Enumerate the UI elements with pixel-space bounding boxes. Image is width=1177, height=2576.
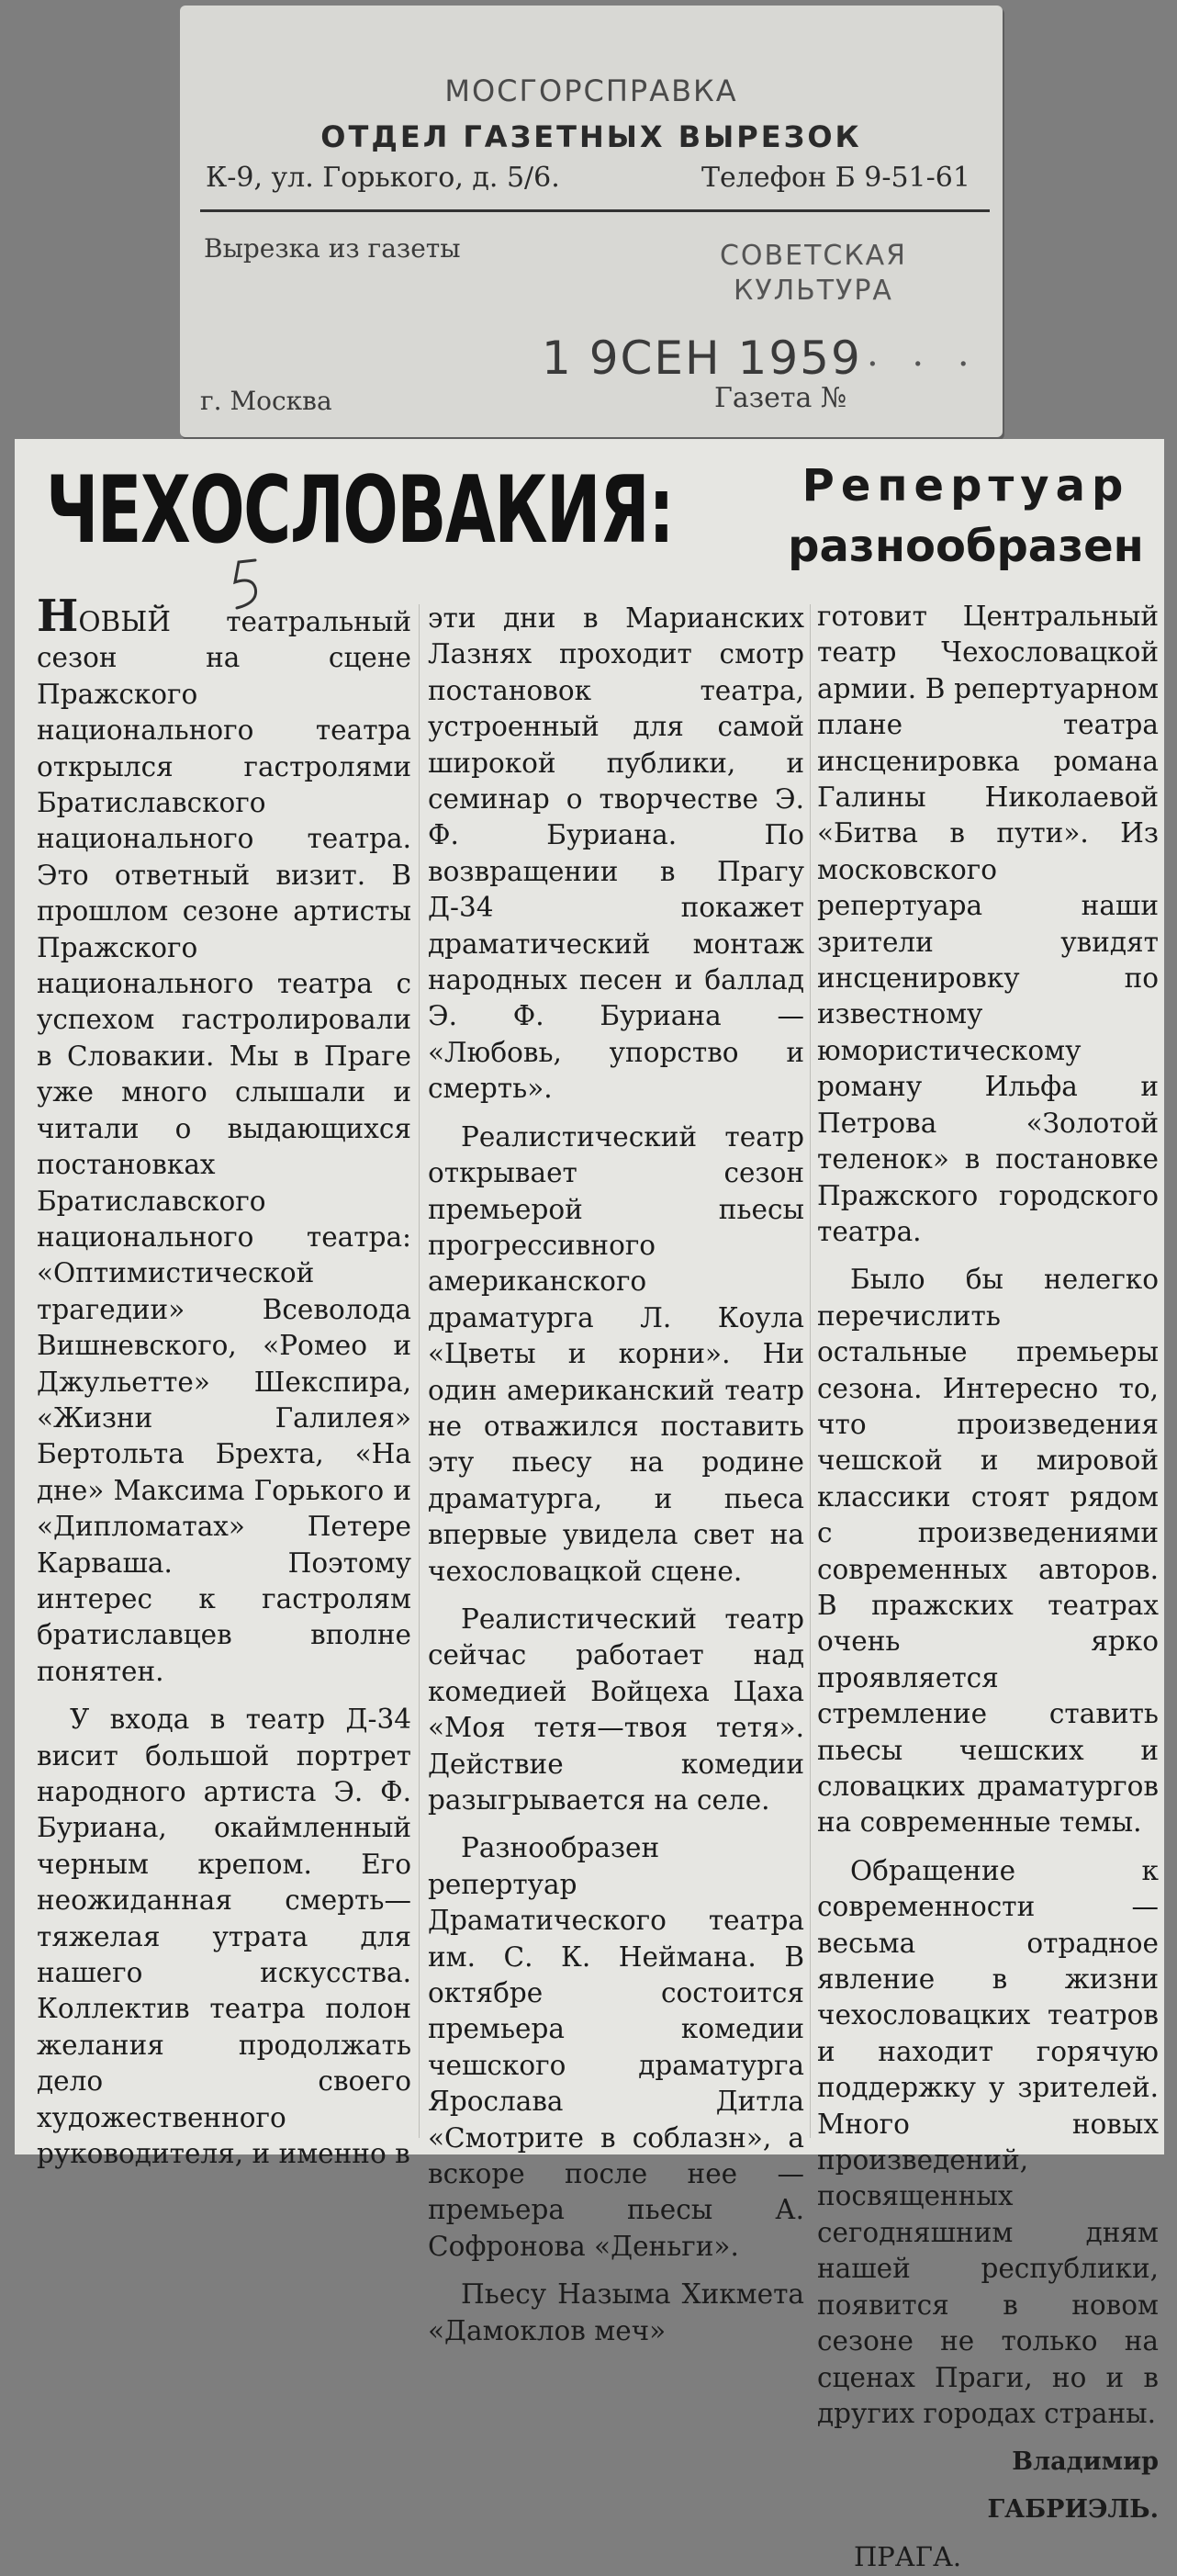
city-label: г. Москва [200,386,332,416]
subhead-line-1: Репертуар [801,460,1130,512]
paragraph [37,591,411,1690]
newspaper-clipping [15,439,1164,2573]
paragraph: Реалистический театр сейчас работает над комедией Войцеха Цаха «Моя тетя—твоя тетя». Действие комедии разыгрывается на селе. [428,1603,804,1816]
paragraph-text: ОВЫЙ театральный сезон на сцене Пражского национального театра открылся гастролями Братиславского национального театра. Это ответный визит. В прошлом сезоне артисты Пражского национального театра с успехом гастролировали в Словакии. Мы в Праге уже много слышали и читали о выдающихся постановках Братиславского национального театра: «Оптимистической трагедии» Всеволода Вишневского, «Ромео и Джульетте» Шекспира, «Жизни Галилея» Бертольта Брехта, «На дне» Максима Горького и «Дипломатах» Петере Карваша. Поэтому интерес к гастролям братиславцев вполне понятен. [37,606,411,1687]
author-last-name: ГАБРИЭЛЬ. [987,2495,1159,2525]
article-column-2 [428,601,804,2346]
subhead-line-2: разнообразен [788,521,1144,572]
article-column-1 [37,591,411,2170]
column-divider [419,604,420,2138]
agency-name: МОСГОРСПРАВКА [444,73,738,108]
paragraph: У входа в театр Д-34 висит большой портрет народного артиста Э. Ф. Буриана, окаймленный черным крепом. Его неожиданная смерть—тяжелая утрата для нашего искусства. Коллектив театра полон желания продолжать дело своего художественного руководителя, и именно в [37,1704,411,2170]
label-divider [200,209,990,212]
paragraph: Реалистический театр открывает сезон премьерой пьесы прогрессивного американского драматурга Л. Коула «Цветы и корни». Ни один американский театр не отважился поставить эту пьесу на родине драматурга, и пьеса впервые увидела свет на чехословацкой сцене. [428,1120,804,1587]
article-column-3 [817,599,1159,2573]
clipping-service-label [180,6,1003,437]
date-stamp: 1 9СЕН 1959 [542,332,862,385]
paragraph: Разнообразен репертуар Драматического театра им. С. К. Неймана. В октябре состоится премьера комедии чешского драматурга Ярослава Дитла «Смотрите в соблазн», а вскоре после нее —премьера пьесы А. Софронова «Деньги». [428,1832,804,2262]
paragraph: Пьесу Назыма Хикмета «Дамоклов меч» [428,2278,804,2346]
article-subhead [782,456,1149,577]
dotted-line: . . . [867,332,981,375]
clip-from-label: Вырезка из газеты [204,233,461,264]
paragraph: готовит Центральный театр Чехословацкой армии. В репертуарном плане театра инсценировка романа Галины Николаевой «Битва в пути». Из московского репертуара наши зрители увидят инсценировку по известному юмористическому роману Ильфа и Петрова «Золотой теленок» в постановке Пражского городского театра. [817,601,1159,1247]
agency-phone: Телефон Б 9-51-61 [701,162,970,194]
article-headline: ЧЕХОСЛОВАКИЯ: [46,456,674,565]
dateline-place: ПРАГА. [854,2541,962,2573]
column-divider [810,604,811,2138]
drop-cap: Н [37,591,79,642]
paragraph: эти дни в Марианских Лазнях проходит смотр постановок театра, устроенный для самой широкой публики, и семинар о творчестве Э. Ф. Буриана. По возвращении в Прагу Д-34 покажет драматический монтаж народных песен и баллад Э. Ф. Буриана — «Любовь, упорство и смерть». [428,602,804,1105]
department-name: ОТДЕЛ ГАЗЕТНЫХ ВЫРЕЗОК [320,119,862,154]
paragraph: Было бы нелегко перечислить остальные премьеры сезона. Интересно то, что произведения чешской и мировой классики стоят рядом с произведениями современных авторов. В пражских театрах очень ярко проявляется стремление ставить пьесы чешских и словацких драматургов на современные темы. [817,1264,1159,1839]
agency-address: К-9, ул. Горького, д. 5/6. [206,162,560,194]
newspaper-name: СОВЕТСКАЯ КУЛЬТУРА [719,240,908,307]
gazeta-number-label: Газета № [714,382,847,414]
paragraph: Обращение к современности — весьма отрадное явление в жизни чехословацких театров и находит горячую поддержку у зрителей. Много новых произведений, посвященных сегодняшним дням нашей республики, появится в новом сезоне не только на сценах Праги, но и в других городах страны. [817,1854,1159,2429]
author-first-name: Владимир [1012,2447,1159,2477]
